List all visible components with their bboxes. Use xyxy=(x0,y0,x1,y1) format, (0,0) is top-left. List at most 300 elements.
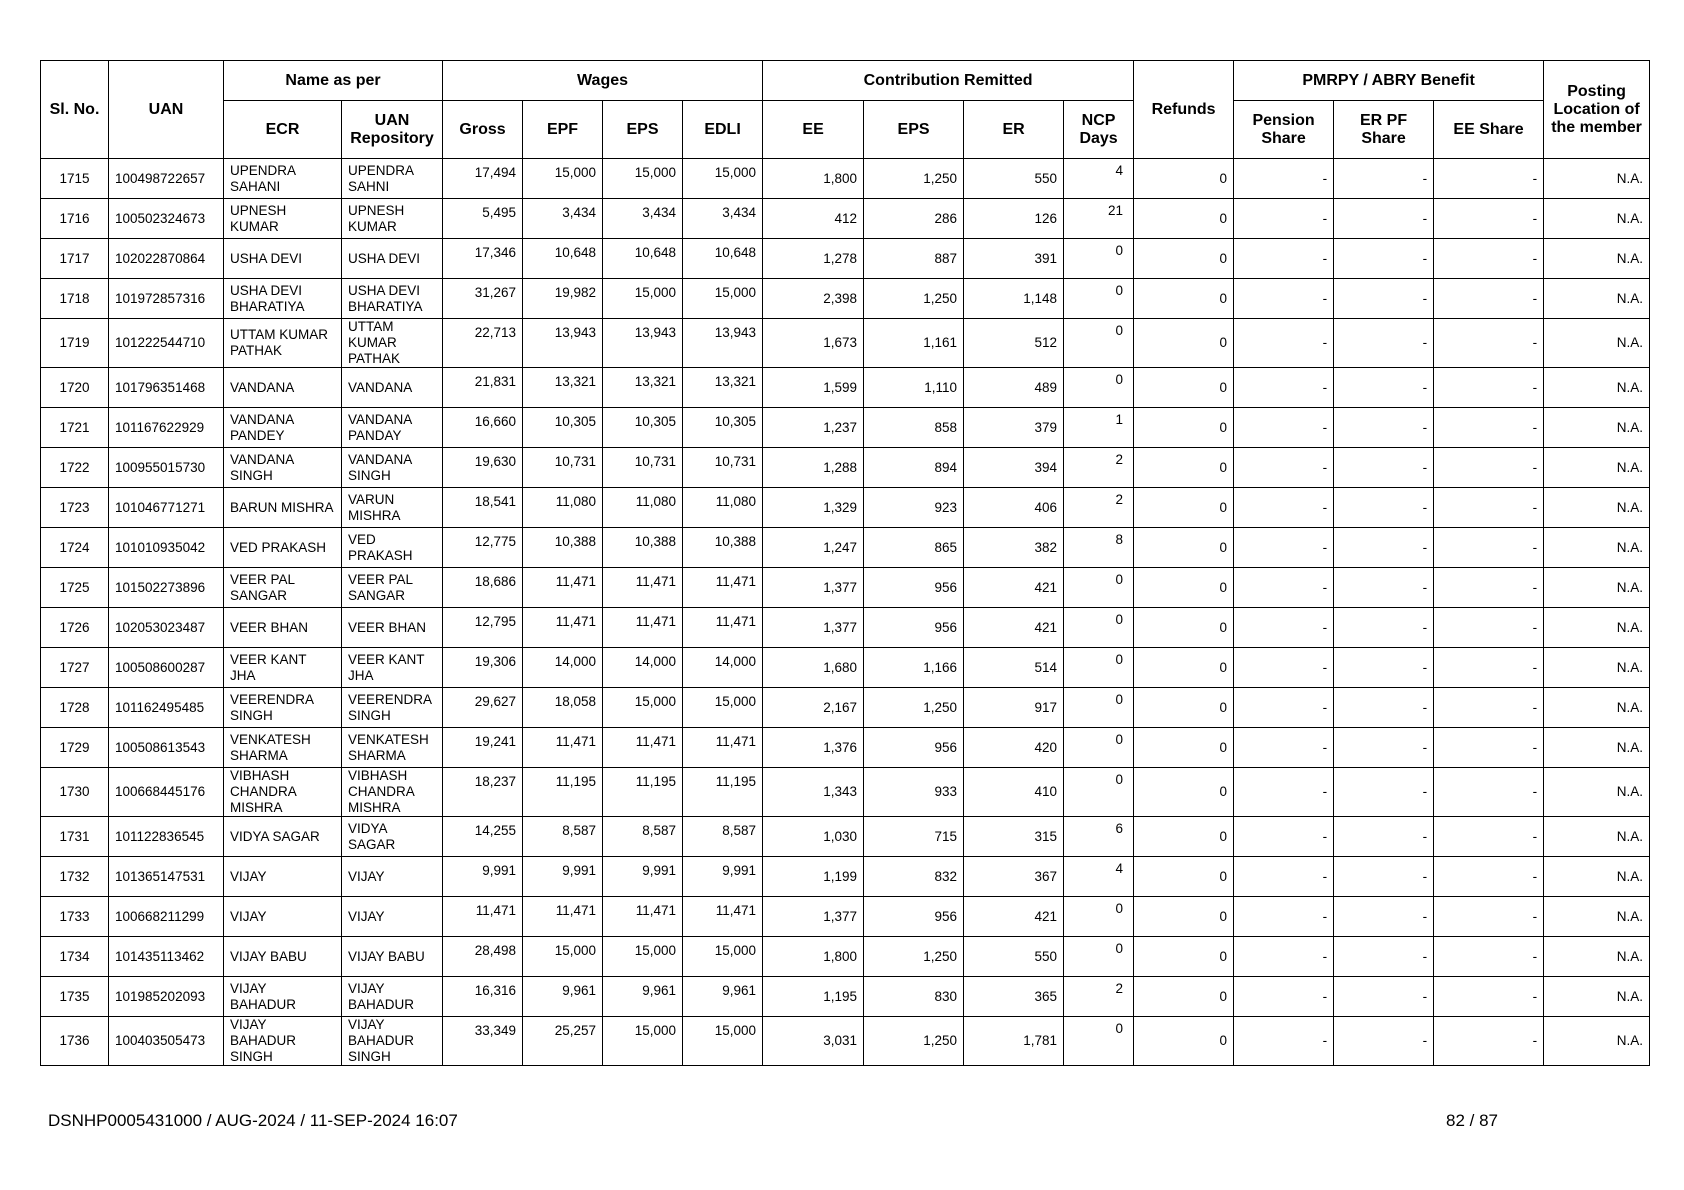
cell-epf: 11,471 xyxy=(523,608,603,648)
cell-ee: 1,237 xyxy=(763,408,864,448)
cell-sl-no: 1729 xyxy=(41,728,109,768)
cell-eps-contribution: 858 xyxy=(864,408,964,448)
cell-ee: 1,673 xyxy=(763,319,864,368)
cell-ncp-days: 6 xyxy=(1064,817,1134,857)
cell-posting-location: N.A. xyxy=(1544,648,1650,688)
cell-posting-location: N.A. xyxy=(1544,159,1650,199)
table-row xyxy=(41,817,1650,857)
cell-pension-share: - xyxy=(1234,608,1334,648)
cell-er-pf-share: - xyxy=(1334,488,1434,528)
cell-ncp-days: 0 xyxy=(1064,239,1134,279)
cell-eps-wages: 10,305 xyxy=(603,408,683,448)
cell-er-pf-share: - xyxy=(1334,199,1434,239)
cell-pension-share: - xyxy=(1234,688,1334,728)
cell-eps-wages: 11,471 xyxy=(603,608,683,648)
cell-gross: 21,831 xyxy=(443,368,523,408)
cell-uan: 101435113462 xyxy=(109,937,224,977)
cell-pension-share: - xyxy=(1234,1017,1334,1066)
cell-edli: 9,961 xyxy=(683,977,763,1017)
cell-uan: 100508600287 xyxy=(109,648,224,688)
cell-epf: 9,961 xyxy=(523,977,603,1017)
cell-gross: 18,686 xyxy=(443,568,523,608)
cell-uan-repository-name: VIDYA SAGAR xyxy=(342,817,443,857)
cell-eps-contribution: 956 xyxy=(864,897,964,937)
cell-posting-location: N.A. xyxy=(1544,488,1650,528)
cell-ecr-name: VEERENDRA SINGH xyxy=(224,688,342,728)
cell-uan: 102053023487 xyxy=(109,608,224,648)
cell-sl-no: 1722 xyxy=(41,448,109,488)
cell-ee-share: - xyxy=(1434,239,1544,279)
cell-ee-share: - xyxy=(1434,728,1544,768)
cell-uan-repository-name: VANDANA PANDAY xyxy=(342,408,443,448)
cell-edli: 10,388 xyxy=(683,528,763,568)
cell-ncp-days: 1 xyxy=(1064,408,1134,448)
cell-sl-no: 1734 xyxy=(41,937,109,977)
cell-eps-wages: 8,587 xyxy=(603,817,683,857)
cell-ecr-name: VENKATESH SHARMA xyxy=(224,728,342,768)
cell-er-pf-share: - xyxy=(1334,857,1434,897)
cell-ee-share: - xyxy=(1434,448,1544,488)
cell-gross: 19,306 xyxy=(443,648,523,688)
cell-edli: 11,195 xyxy=(683,768,763,817)
table-row xyxy=(41,648,1650,688)
cell-uan-repository-name: VEER PAL SANGAR xyxy=(342,568,443,608)
cell-er-pf-share: - xyxy=(1334,688,1434,728)
cell-er-pf-share: - xyxy=(1334,728,1434,768)
cell-pension-share: - xyxy=(1234,199,1334,239)
header-edli: EDLI xyxy=(683,101,763,159)
document-reference: DSNHP0005431000 / AUG-2024 / 11-SEP-2024 16:07 xyxy=(48,1111,458,1130)
cell-edli: 13,321 xyxy=(683,368,763,408)
cell-gross: 22,713 xyxy=(443,319,523,368)
cell-ecr-name: BARUN MISHRA xyxy=(224,488,342,528)
cell-sl-no: 1723 xyxy=(41,488,109,528)
cell-er: 421 xyxy=(964,608,1064,648)
cell-uan-repository-name: VANDANA SINGH xyxy=(342,448,443,488)
cell-uan-repository-name: VED PRAKASH xyxy=(342,528,443,568)
cell-posting-location: N.A. xyxy=(1544,937,1650,977)
cell-uan-repository-name: VIJAY xyxy=(342,897,443,937)
cell-eps-wages: 9,961 xyxy=(603,977,683,1017)
cell-eps-contribution: 933 xyxy=(864,768,964,817)
cell-eps-wages: 9,991 xyxy=(603,857,683,897)
cell-posting-location: N.A. xyxy=(1544,408,1650,448)
header-posting-location: Posting Location of the member xyxy=(1544,61,1650,159)
cell-ee-share: - xyxy=(1434,977,1544,1017)
cell-uan-repository-name: VIBHASH CHANDRA MISHRA xyxy=(342,768,443,817)
cell-pension-share: - xyxy=(1234,239,1334,279)
cell-ncp-days: 0 xyxy=(1064,279,1134,319)
cell-ncp-days: 0 xyxy=(1064,897,1134,937)
cell-er: 1,781 xyxy=(964,1017,1064,1066)
cell-epf: 11,471 xyxy=(523,568,603,608)
cell-uan-repository-name: VIJAY BAHADUR xyxy=(342,977,443,1017)
cell-ecr-name: VANDANA SINGH xyxy=(224,448,342,488)
cell-eps-contribution: 1,250 xyxy=(864,688,964,728)
cell-refunds: 0 xyxy=(1134,408,1234,448)
cell-pension-share: - xyxy=(1234,897,1334,937)
cell-er: 512 xyxy=(964,319,1064,368)
cell-eps-wages: 11,471 xyxy=(603,728,683,768)
cell-uan-repository-name: UPENDRA SAHNI xyxy=(342,159,443,199)
cell-gross: 17,346 xyxy=(443,239,523,279)
cell-er: 367 xyxy=(964,857,1064,897)
cell-uan: 100403505473 xyxy=(109,1017,224,1066)
cell-er: 382 xyxy=(964,528,1064,568)
cell-ee-share: - xyxy=(1434,199,1544,239)
cell-edli: 10,305 xyxy=(683,408,763,448)
cell-uan: 101162495485 xyxy=(109,688,224,728)
cell-ecr-name: UPENDRA SAHANI xyxy=(224,159,342,199)
cell-edli: 10,731 xyxy=(683,448,763,488)
cell-posting-location: N.A. xyxy=(1544,528,1650,568)
cell-gross: 16,660 xyxy=(443,408,523,448)
cell-ecr-name: USHA DEVI BHARATIYA xyxy=(224,279,342,319)
cell-er-pf-share: - xyxy=(1334,528,1434,568)
cell-posting-location: N.A. xyxy=(1544,817,1650,857)
cell-uan: 101365147531 xyxy=(109,857,224,897)
table-row xyxy=(41,568,1650,608)
cell-posting-location: N.A. xyxy=(1544,239,1650,279)
cell-er: 1,148 xyxy=(964,279,1064,319)
cell-refunds: 0 xyxy=(1134,368,1234,408)
cell-gross: 18,237 xyxy=(443,768,523,817)
cell-edli: 15,000 xyxy=(683,279,763,319)
cell-ecr-name: USHA DEVI xyxy=(224,239,342,279)
cell-sl-no: 1724 xyxy=(41,528,109,568)
cell-ee: 1,680 xyxy=(763,648,864,688)
cell-refunds: 0 xyxy=(1134,279,1234,319)
cell-ee: 3,031 xyxy=(763,1017,864,1066)
cell-edli: 11,471 xyxy=(683,608,763,648)
cell-ncp-days: 0 xyxy=(1064,568,1134,608)
cell-pension-share: - xyxy=(1234,448,1334,488)
cell-refunds: 0 xyxy=(1134,1017,1234,1066)
cell-eps-wages: 10,388 xyxy=(603,528,683,568)
cell-ee: 1,030 xyxy=(763,817,864,857)
table-row xyxy=(41,488,1650,528)
cell-eps-wages: 15,000 xyxy=(603,279,683,319)
table-row xyxy=(41,448,1650,488)
table-row xyxy=(41,408,1650,448)
cell-eps-contribution: 865 xyxy=(864,528,964,568)
cell-ee-share: - xyxy=(1434,279,1544,319)
cell-ee: 2,398 xyxy=(763,279,864,319)
cell-eps-contribution: 894 xyxy=(864,448,964,488)
cell-ee-share: - xyxy=(1434,568,1544,608)
cell-sl-no: 1719 xyxy=(41,319,109,368)
cell-ecr-name: VANDANA PANDEY xyxy=(224,408,342,448)
cell-ee-share: - xyxy=(1434,817,1544,857)
cell-uan-repository-name: VEERENDRA SINGH xyxy=(342,688,443,728)
cell-posting-location: N.A. xyxy=(1544,199,1650,239)
header-pmrpy-abry-benefit: PMRPY / ABRY Benefit xyxy=(1234,61,1544,101)
cell-ee-share: - xyxy=(1434,1017,1544,1066)
table-header xyxy=(41,61,1650,159)
cell-refunds: 0 xyxy=(1134,937,1234,977)
cell-refunds: 0 xyxy=(1134,199,1234,239)
cell-gross: 19,630 xyxy=(443,448,523,488)
cell-ncp-days: 0 xyxy=(1064,728,1134,768)
cell-refunds: 0 xyxy=(1134,319,1234,368)
header-eps-contribution: EPS xyxy=(864,101,964,159)
cell-refunds: 0 xyxy=(1134,817,1234,857)
table-row xyxy=(41,199,1650,239)
cell-epf: 10,648 xyxy=(523,239,603,279)
cell-posting-location: N.A. xyxy=(1544,897,1650,937)
cell-gross: 9,991 xyxy=(443,857,523,897)
cell-eps-contribution: 1,250 xyxy=(864,159,964,199)
contribution-table xyxy=(40,60,1650,1066)
cell-uan-repository-name: VARUN MISHRA xyxy=(342,488,443,528)
cell-refunds: 0 xyxy=(1134,857,1234,897)
header-refunds: Refunds xyxy=(1134,61,1234,159)
cell-refunds: 0 xyxy=(1134,728,1234,768)
cell-ncp-days: 0 xyxy=(1064,319,1134,368)
cell-pension-share: - xyxy=(1234,408,1334,448)
cell-ecr-name: VEER PAL SANGAR xyxy=(224,568,342,608)
cell-epf: 19,982 xyxy=(523,279,603,319)
cell-ecr-name: VIJAY xyxy=(224,857,342,897)
cell-ncp-days: 21 xyxy=(1064,199,1134,239)
cell-edli: 11,471 xyxy=(683,568,763,608)
cell-er-pf-share: - xyxy=(1334,448,1434,488)
cell-ee: 1,288 xyxy=(763,448,864,488)
cell-ee-share: - xyxy=(1434,488,1544,528)
cell-uan-repository-name: VANDANA xyxy=(342,368,443,408)
cell-edli: 3,434 xyxy=(683,199,763,239)
cell-pension-share: - xyxy=(1234,817,1334,857)
cell-gross: 12,775 xyxy=(443,528,523,568)
table-row xyxy=(41,977,1650,1017)
cell-edli: 14,000 xyxy=(683,648,763,688)
cell-ee: 1,278 xyxy=(763,239,864,279)
header-er-pf-share: ER PF Share xyxy=(1334,101,1434,159)
cell-sl-no: 1715 xyxy=(41,159,109,199)
cell-er: 315 xyxy=(964,817,1064,857)
cell-eps-wages: 10,731 xyxy=(603,448,683,488)
cell-er: 489 xyxy=(964,368,1064,408)
header-uan-repository: UAN Repository xyxy=(342,101,443,159)
cell-gross: 14,255 xyxy=(443,817,523,857)
cell-ncp-days: 0 xyxy=(1064,608,1134,648)
cell-eps-contribution: 1,250 xyxy=(864,1017,964,1066)
cell-er-pf-share: - xyxy=(1334,937,1434,977)
cell-sl-no: 1721 xyxy=(41,408,109,448)
cell-ncp-days: 0 xyxy=(1064,937,1134,977)
cell-eps-wages: 3,434 xyxy=(603,199,683,239)
cell-uan: 101502273896 xyxy=(109,568,224,608)
table-row xyxy=(41,528,1650,568)
cell-eps-contribution: 887 xyxy=(864,239,964,279)
cell-posting-location: N.A. xyxy=(1544,768,1650,817)
cell-pension-share: - xyxy=(1234,648,1334,688)
cell-uan-repository-name: VENKATESH SHARMA xyxy=(342,728,443,768)
cell-er: 420 xyxy=(964,728,1064,768)
cell-uan-repository-name: USHA DEVI xyxy=(342,239,443,279)
cell-gross: 5,495 xyxy=(443,199,523,239)
cell-pension-share: - xyxy=(1234,368,1334,408)
cell-uan: 102022870864 xyxy=(109,239,224,279)
table-row xyxy=(41,159,1650,199)
cell-ee: 1,199 xyxy=(763,857,864,897)
cell-ecr-name: VEER BHAN xyxy=(224,608,342,648)
cell-eps-wages: 13,321 xyxy=(603,368,683,408)
cell-ecr-name: VIDYA SAGAR xyxy=(224,817,342,857)
cell-posting-location: N.A. xyxy=(1544,319,1650,368)
cell-eps-wages: 11,471 xyxy=(603,568,683,608)
cell-eps-wages: 11,471 xyxy=(603,897,683,937)
cell-ncp-days: 8 xyxy=(1064,528,1134,568)
cell-er-pf-share: - xyxy=(1334,159,1434,199)
cell-refunds: 0 xyxy=(1134,977,1234,1017)
cell-pension-share: - xyxy=(1234,528,1334,568)
cell-uan: 101222544710 xyxy=(109,319,224,368)
cell-epf: 8,587 xyxy=(523,817,603,857)
cell-ee-share: - xyxy=(1434,648,1544,688)
cell-gross: 16,316 xyxy=(443,977,523,1017)
cell-refunds: 0 xyxy=(1134,488,1234,528)
table-body xyxy=(41,159,1650,1066)
cell-gross: 17,494 xyxy=(443,159,523,199)
cell-pension-share: - xyxy=(1234,488,1334,528)
cell-pension-share: - xyxy=(1234,768,1334,817)
cell-uan-repository-name: USHA DEVI BHARATIYA xyxy=(342,279,443,319)
cell-ee-share: - xyxy=(1434,937,1544,977)
cell-er: 421 xyxy=(964,897,1064,937)
cell-epf: 10,305 xyxy=(523,408,603,448)
cell-ee-share: - xyxy=(1434,368,1544,408)
cell-eps-contribution: 286 xyxy=(864,199,964,239)
cell-ee: 1,376 xyxy=(763,728,864,768)
cell-gross: 18,541 xyxy=(443,488,523,528)
cell-epf: 13,943 xyxy=(523,319,603,368)
cell-posting-location: N.A. xyxy=(1544,368,1650,408)
header-eps-wages: EPS xyxy=(603,101,683,159)
header-er: ER xyxy=(964,101,1064,159)
header-wages: Wages xyxy=(443,61,763,101)
cell-er: 391 xyxy=(964,239,1064,279)
table-row xyxy=(41,239,1650,279)
cell-epf: 15,000 xyxy=(523,159,603,199)
cell-ee-share: - xyxy=(1434,897,1544,937)
cell-ecr-name: VIJAY BAHADUR xyxy=(224,977,342,1017)
cell-ee-share: - xyxy=(1434,768,1544,817)
cell-ee: 1,329 xyxy=(763,488,864,528)
cell-ee: 412 xyxy=(763,199,864,239)
cell-eps-wages: 15,000 xyxy=(603,937,683,977)
cell-ecr-name: UPNESH KUMAR xyxy=(224,199,342,239)
cell-er-pf-share: - xyxy=(1334,768,1434,817)
cell-refunds: 0 xyxy=(1134,768,1234,817)
cell-eps-contribution: 1,250 xyxy=(864,937,964,977)
cell-ncp-days: 0 xyxy=(1064,368,1134,408)
cell-er-pf-share: - xyxy=(1334,977,1434,1017)
cell-epf: 25,257 xyxy=(523,1017,603,1066)
cell-uan: 101046771271 xyxy=(109,488,224,528)
table-row xyxy=(41,857,1650,897)
cell-er-pf-share: - xyxy=(1334,897,1434,937)
cell-edli: 13,943 xyxy=(683,319,763,368)
cell-ncp-days: 2 xyxy=(1064,977,1134,1017)
cell-sl-no: 1728 xyxy=(41,688,109,728)
cell-refunds: 0 xyxy=(1134,528,1234,568)
cell-eps-contribution: 832 xyxy=(864,857,964,897)
header-ee: EE xyxy=(763,101,864,159)
cell-uan-repository-name: UPNESH KUMAR xyxy=(342,199,443,239)
cell-uan-repository-name: VIJAY BABU xyxy=(342,937,443,977)
cell-posting-location: N.A. xyxy=(1544,608,1650,648)
header-contribution-remitted: Contribution Remitted xyxy=(763,61,1134,101)
cell-ee: 1,377 xyxy=(763,608,864,648)
cell-ee: 1,599 xyxy=(763,368,864,408)
cell-uan: 101796351468 xyxy=(109,368,224,408)
cell-ncp-days: 0 xyxy=(1064,1017,1134,1066)
cell-er-pf-share: - xyxy=(1334,608,1434,648)
cell-er-pf-share: - xyxy=(1334,817,1434,857)
cell-uan-repository-name: VEER BHAN xyxy=(342,608,443,648)
cell-er-pf-share: - xyxy=(1334,368,1434,408)
cell-gross: 11,471 xyxy=(443,897,523,937)
cell-eps-contribution: 830 xyxy=(864,977,964,1017)
header-gross: Gross xyxy=(443,101,523,159)
cell-uan: 101972857316 xyxy=(109,279,224,319)
cell-pension-share: - xyxy=(1234,568,1334,608)
cell-gross: 19,241 xyxy=(443,728,523,768)
cell-pension-share: - xyxy=(1234,857,1334,897)
cell-posting-location: N.A. xyxy=(1544,448,1650,488)
cell-ecr-name: VANDANA xyxy=(224,368,342,408)
cell-ncp-days: 0 xyxy=(1064,648,1134,688)
cell-ee: 1,800 xyxy=(763,937,864,977)
cell-ee-share: - xyxy=(1434,159,1544,199)
cell-er: 406 xyxy=(964,488,1064,528)
table-row xyxy=(41,319,1650,368)
cell-uan-repository-name: VIJAY xyxy=(342,857,443,897)
cell-uan: 101167622929 xyxy=(109,408,224,448)
cell-refunds: 0 xyxy=(1134,159,1234,199)
cell-sl-no: 1717 xyxy=(41,239,109,279)
cell-eps-contribution: 956 xyxy=(864,728,964,768)
cell-edli: 11,080 xyxy=(683,488,763,528)
cell-epf: 3,434 xyxy=(523,199,603,239)
cell-edli: 15,000 xyxy=(683,159,763,199)
cell-eps-contribution: 1,161 xyxy=(864,319,964,368)
cell-uan-repository-name: VIJAY BAHADUR SINGH xyxy=(342,1017,443,1066)
cell-ee-share: - xyxy=(1434,857,1544,897)
cell-epf: 14,000 xyxy=(523,648,603,688)
cell-ee-share: - xyxy=(1434,688,1544,728)
cell-ee: 1,377 xyxy=(763,568,864,608)
cell-refunds: 0 xyxy=(1134,648,1234,688)
cell-refunds: 0 xyxy=(1134,897,1234,937)
cell-uan-repository-name: UTTAM KUMAR PATHAK xyxy=(342,319,443,368)
cell-ee-share: - xyxy=(1434,408,1544,448)
cell-ecr-name: UTTAM KUMAR PATHAK xyxy=(224,319,342,368)
cell-uan: 100955015730 xyxy=(109,448,224,488)
cell-ee-share: - xyxy=(1434,528,1544,568)
cell-eps-wages: 15,000 xyxy=(603,159,683,199)
cell-eps-wages: 11,195 xyxy=(603,768,683,817)
cell-gross: 31,267 xyxy=(443,279,523,319)
cell-eps-contribution: 715 xyxy=(864,817,964,857)
cell-pension-share: - xyxy=(1234,977,1334,1017)
cell-edli: 15,000 xyxy=(683,688,763,728)
header-ncp-days: NCP Days xyxy=(1064,101,1134,159)
cell-eps-contribution: 1,250 xyxy=(864,279,964,319)
cell-eps-contribution: 1,166 xyxy=(864,648,964,688)
cell-ecr-name: VIJAY BAHADUR SINGH xyxy=(224,1017,342,1066)
